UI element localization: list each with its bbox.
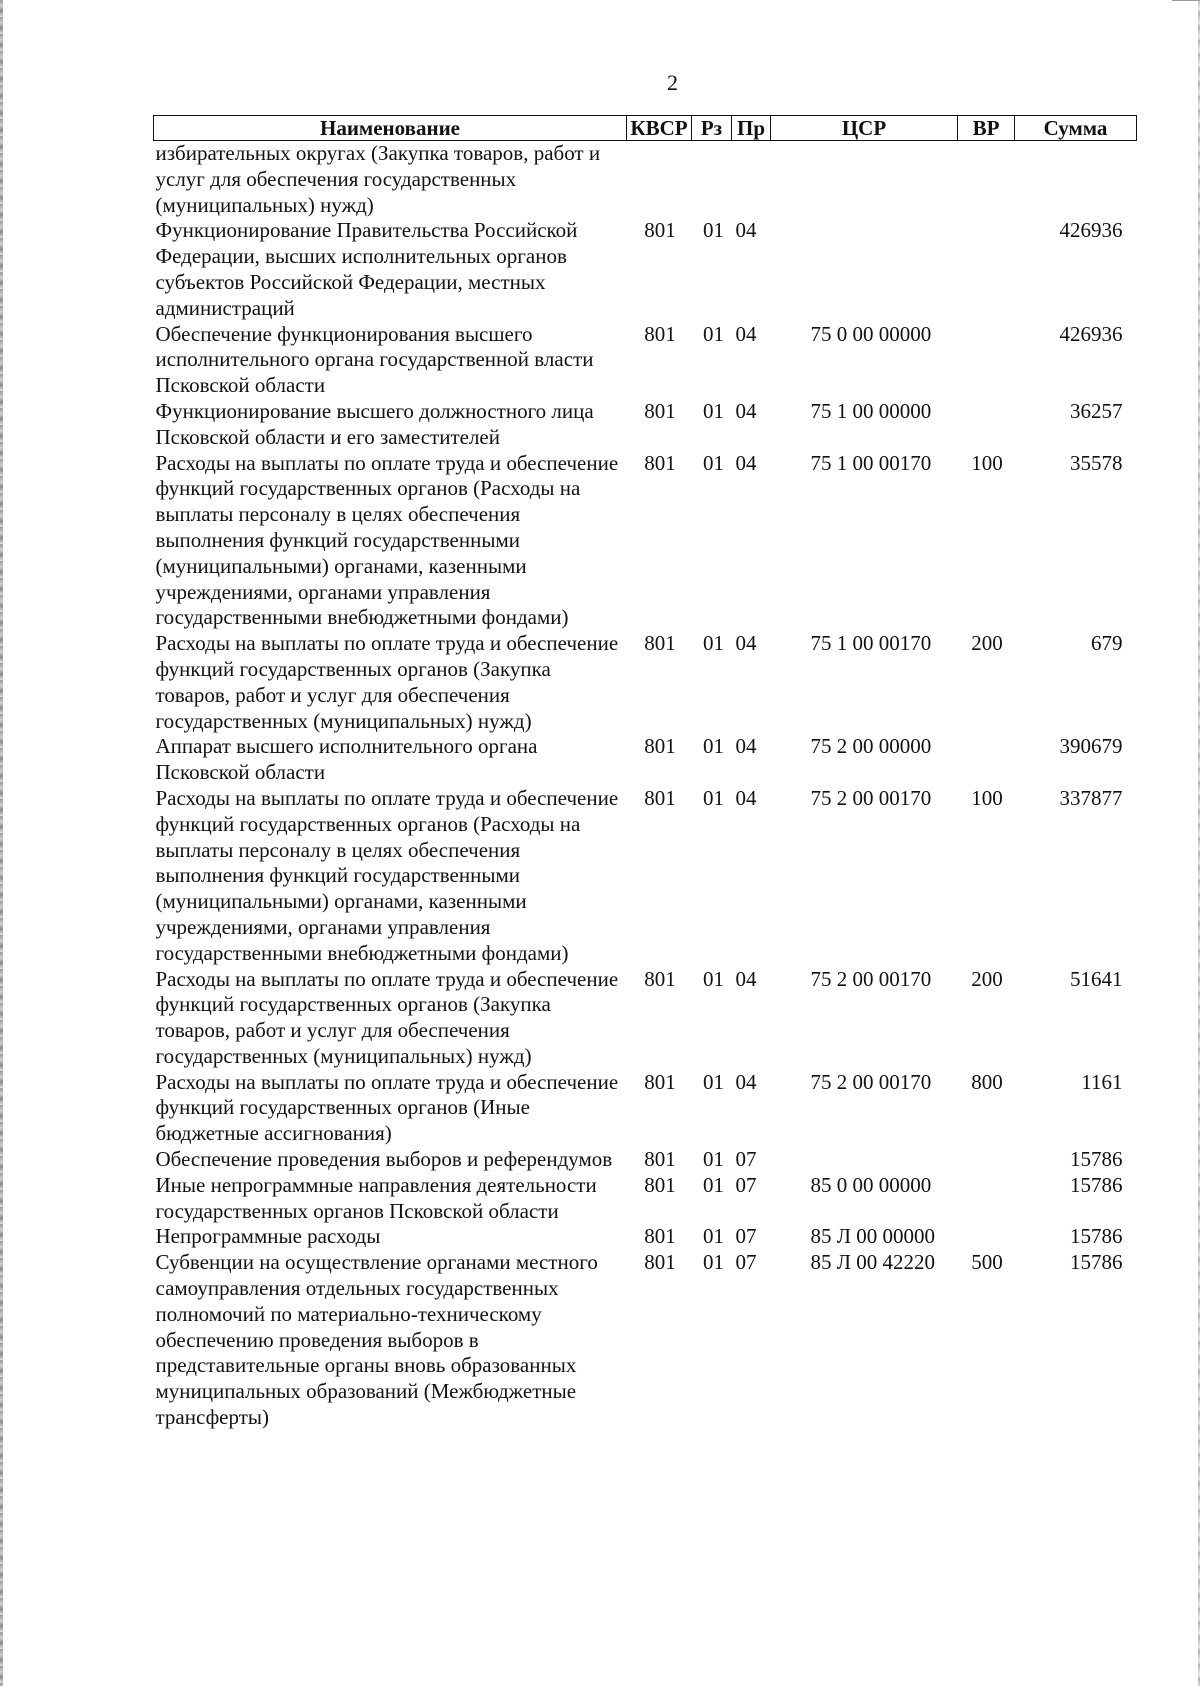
cell-vr: 100 <box>971 450 1003 475</box>
cell-pr: 04 <box>735 785 757 810</box>
cell-vr <box>958 141 1015 219</box>
table-row <box>154 786 1137 967</box>
cell-pr: 04 <box>735 966 757 991</box>
cell-name: Функционирование высшего должностного лица Псковской области и его заместителей <box>155 398 594 449</box>
table-row <box>154 1224 1137 1250</box>
cell-pr: 07 <box>735 1147 757 1172</box>
cell-pr: 07 <box>735 1172 757 1197</box>
cell-pr: 04 <box>735 218 757 243</box>
cell-pr: 04 <box>735 450 757 475</box>
cell-sum: 15786 <box>1070 1147 1123 1172</box>
cell-kvsr: 801 <box>644 1250 676 1275</box>
cell-name: Иные непрограммные направления деятельности государственных органов Псковской области <box>155 1172 597 1223</box>
cell-csr: 75 2 00 00170 <box>810 1069 932 1094</box>
cell-pr: 04 <box>735 1069 757 1094</box>
table-row <box>154 322 1137 399</box>
header-csr: ЦСР <box>771 116 958 141</box>
cell-name: Обеспечение функционирования высшего исполнительного органа государственной власти Псковской области <box>155 321 594 398</box>
cell-vr: 500 <box>971 1250 1003 1275</box>
cell-sum: 1161 <box>1081 1069 1123 1094</box>
cell-rz: 01 <box>703 966 724 991</box>
cell-rz: 01 <box>703 785 724 810</box>
cell-sum: 15786 <box>1070 1224 1123 1249</box>
cell-rz: 01 <box>703 218 724 243</box>
cell-sum: 426936 <box>1059 218 1123 243</box>
cell-pr: 04 <box>735 631 757 656</box>
cell-name: Расходы на выплаты по оплате труда и обеспечение функций государственных органов (Иные бюджетные ассигнования) <box>155 1069 619 1146</box>
cell-kvsr: 801 <box>644 631 676 656</box>
cell-kvsr: 801 <box>644 218 676 243</box>
cell-csr: 85 Л 00 00000 <box>810 1224 935 1249</box>
cell-rz: 01 <box>703 398 724 423</box>
table-row <box>154 1250 1137 1431</box>
cell-csr: 75 1 00 00170 <box>810 450 932 475</box>
cell-csr <box>771 218 958 321</box>
cell-rz: 01 <box>703 631 724 656</box>
header-sum: Сумма <box>1015 116 1137 141</box>
cell-name: Расходы на выплаты по оплате труда и обеспечение функций государственных органов (Расходы на выплаты персоналу в целях обеспечения выполнения функций государственными (муниципальными) органами, казенными учреждениями, органами управления государственными внебюджетными фондами) <box>155 785 619 965</box>
header-kvsr: КВСР <box>627 116 692 141</box>
cell-csr: 75 2 00 00170 <box>810 966 932 991</box>
cell-csr: 85 0 00 00000 <box>810 1172 932 1197</box>
cell-rz: 01 <box>703 450 724 475</box>
cell-name: Расходы на выплаты по оплате труда и обеспечение функций государственных органов (Закупка товаров, работ и услуг для обеспечения государственных (муниципальных) нужд) <box>155 966 619 1068</box>
table-body <box>154 141 1137 1431</box>
table-header <box>154 116 1137 141</box>
cell-kvsr: 801 <box>644 321 676 346</box>
cell-name: Аппарат высшего исполнительного органа Псковской области <box>155 734 538 785</box>
table-header-row <box>154 116 1137 141</box>
budget-table <box>153 115 1137 1431</box>
cell-kvsr: 801 <box>644 398 676 423</box>
cell-rz: 01 <box>703 1224 724 1249</box>
cell-sum: 36257 <box>1070 398 1123 423</box>
cell-vr <box>958 322 1015 399</box>
cell-kvsr: 801 <box>644 1069 676 1094</box>
header-rz: Рз <box>692 116 732 141</box>
cell-name: Функционирование Правительства Российской Федерации, высших исполнительных органов субъектов Российской Федерации, местных администраций <box>155 218 578 320</box>
cell-kvsr: 801 <box>644 966 676 991</box>
cell-sum: 390679 <box>1059 734 1123 759</box>
cell-csr: 75 1 00 00170 <box>810 631 932 656</box>
cell-rz: 01 <box>703 1069 724 1094</box>
cell-vr: 100 <box>971 785 1003 810</box>
cell-kvsr: 801 <box>644 1224 676 1249</box>
header-pr: Пр <box>732 116 771 141</box>
cell-name: Расходы на выплаты по оплате труда и обеспечение функций государственных органов (Закупка товаров, работ и услуг для обеспечения государственных (муниципальных) нужд) <box>155 631 619 733</box>
cell-sum: 35578 <box>1070 450 1123 475</box>
cell-kvsr: 801 <box>644 734 676 759</box>
cell-name: Непрограммные расходы <box>155 1224 381 1249</box>
cell-sum <box>1015 141 1137 219</box>
cell-rz: 01 <box>703 1172 724 1197</box>
cell-name: Субвенции на осуществление органами местного самоуправления отдельных государственных полномочий по материально-техническому обеспечению проведения выборов в представительные органы вновь образованных муниципальных образований (Межбюджетные трансферты) <box>155 1250 598 1430</box>
cell-rz: 01 <box>703 321 724 346</box>
cell-pr <box>732 141 771 219</box>
cell-csr: 75 0 00 00000 <box>810 321 932 346</box>
cell-kvsr: 801 <box>644 785 676 810</box>
cell-vr <box>958 734 1015 786</box>
cell-vr <box>958 1147 1015 1173</box>
cell-rz: 01 <box>703 1250 724 1275</box>
cell-sum: 15786 <box>1070 1250 1123 1275</box>
table-row <box>154 967 1137 1070</box>
cell-rz <box>692 141 732 219</box>
cell-vr: 800 <box>971 1069 1003 1094</box>
table-row <box>154 1173 1137 1225</box>
scan-corner-mark <box>1172 0 1200 9</box>
cell-pr: 04 <box>735 398 757 423</box>
cell-pr: 07 <box>735 1224 757 1249</box>
cell-csr: 75 2 00 00170 <box>810 785 932 810</box>
cell-csr <box>771 141 958 219</box>
header-vr: ВР <box>958 116 1015 141</box>
cell-csr <box>771 1147 958 1173</box>
cell-csr: 75 1 00 00000 <box>810 398 932 423</box>
cell-sum: 679 <box>1091 631 1123 656</box>
table-row <box>154 141 1137 219</box>
table-row <box>154 451 1137 632</box>
page-number: 2 <box>667 70 678 95</box>
table-row <box>154 1147 1137 1173</box>
scan-edge-left <box>0 0 3 1686</box>
cell-pr: 04 <box>735 734 757 759</box>
cell-sum: 426936 <box>1059 321 1123 346</box>
cell-sum: 15786 <box>1070 1172 1123 1197</box>
table-row <box>154 399 1137 451</box>
cell-name: Расходы на выплаты по оплате труда и обеспечение функций государственных органов (Расходы на выплаты персоналу в целях обеспечения выполнения функций государственными (муниципальными) органами, казенными учреждениями, органами управления государственными внебюджетными фондами) <box>155 450 619 630</box>
cell-kvsr: 801 <box>644 1172 676 1197</box>
cell-pr: 07 <box>735 1250 757 1275</box>
cell-sum: 337877 <box>1059 785 1123 810</box>
cell-pr: 04 <box>735 321 757 346</box>
cell-kvsr: 801 <box>644 1147 676 1172</box>
cell-name: Обеспечение проведения выборов и референдумов <box>155 1147 613 1172</box>
cell-sum: 51641 <box>1070 966 1123 991</box>
table-row <box>154 1070 1137 1147</box>
cell-kvsr <box>627 141 692 219</box>
table-row <box>154 218 1137 321</box>
header-name: Наименование <box>154 116 627 141</box>
cell-csr: 85 Л 00 42220 <box>810 1250 935 1275</box>
cell-vr <box>958 218 1015 321</box>
cell-rz: 01 <box>703 1147 724 1172</box>
table-row <box>154 631 1137 734</box>
cell-csr: 75 2 00 00000 <box>810 734 932 759</box>
cell-vr <box>958 399 1015 451</box>
cell-name: избирательных округах (Закупка товаров, работ и услуг для обеспечения государственных (муниципальных) нужд) <box>155 141 601 217</box>
cell-kvsr: 801 <box>644 450 676 475</box>
table-row <box>154 734 1137 786</box>
cell-vr: 200 <box>971 966 1003 991</box>
cell-vr <box>958 1173 1015 1225</box>
cell-vr: 200 <box>971 631 1003 656</box>
cell-rz: 01 <box>703 734 724 759</box>
cell-vr <box>958 1224 1015 1250</box>
